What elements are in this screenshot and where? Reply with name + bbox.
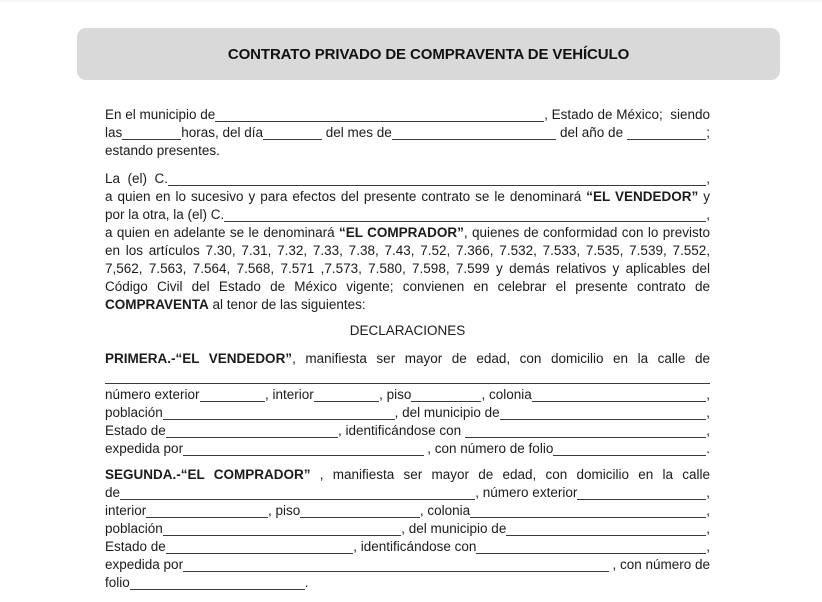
- text-segment: del mes de: [322, 125, 392, 140]
- text-segment: Código Civil del Estado de México vigente; convienen en celebrar el presente contrato de: [105, 279, 710, 294]
- text-segment: al tenor de las siguientes:: [208, 297, 366, 312]
- contract-line: [105, 350, 710, 368]
- fill-in-blank: [215, 106, 544, 122]
- text-segment: número exterior: [105, 387, 200, 402]
- fill-in-blank: [183, 556, 609, 572]
- text-segment: , colonia: [419, 503, 471, 518]
- contract-line: [105, 260, 710, 278]
- text-segment: a quien en adelante se le denominará: [105, 225, 339, 240]
- fill-in-blank: [553, 440, 706, 456]
- text-segment: , identificándose con: [338, 423, 465, 438]
- contract-line: [105, 574, 710, 592]
- text-segment: ,: [706, 387, 710, 402]
- text-segment: ,: [706, 405, 710, 420]
- text-segment: y: [698, 189, 710, 204]
- fill-in-blank: [183, 440, 423, 456]
- fill-in-blank: [314, 386, 379, 402]
- text-segment: en los artículos 7.30, 7.31, 7.32, 7.33, 7.38, 7.43, 7.52, 7.366, 7.532, 7.533, 7.535, 7.539, 7.552,: [105, 243, 710, 258]
- contract-line: [105, 440, 710, 458]
- contract-line: [105, 502, 710, 520]
- contract-line: [105, 106, 710, 124]
- text-segment: , número exterior: [475, 485, 578, 500]
- paragraph-segunda-comprador: [105, 466, 710, 592]
- text-segment: , del municipio de: [401, 521, 507, 536]
- text-segment: , piso: [379, 387, 412, 402]
- text-segment: Estado de: [105, 423, 166, 438]
- contract-line: [105, 242, 710, 260]
- text-segment: ,: [706, 503, 710, 518]
- text-segment: , quienes de conformidad con lo previsto: [463, 225, 710, 240]
- text-segment: expedida por: [105, 557, 184, 572]
- paragraph-opening: [105, 106, 710, 160]
- text-segment: , Estado de México; siendo: [544, 107, 710, 122]
- fill-in-blank: [627, 124, 706, 140]
- text-segment: SEGUNDA.-“EL COMPRADOR”: [105, 467, 311, 482]
- contract-line: [105, 170, 710, 188]
- text-segment: ,: [706, 539, 710, 554]
- text-segment: ,: [706, 485, 710, 500]
- contract-body: [105, 106, 710, 602]
- text-segment: por la otra, la (el) C.: [105, 207, 225, 222]
- text-segment: , con número de: [608, 557, 710, 572]
- text-segment: interior: [105, 503, 147, 518]
- text-segment: “EL COMPRADOR”: [339, 225, 464, 240]
- contract-line: [105, 538, 710, 556]
- fill-in-blank: [470, 502, 706, 518]
- fill-in-blank: [105, 368, 710, 384]
- contract-line: [105, 224, 710, 242]
- document-title: CONTRATO PRIVADO DE COMPRAVENTA DE VEHÍCULO: [227, 45, 630, 63]
- text-segment: En el municipio de: [105, 107, 216, 122]
- contract-line: [105, 556, 710, 574]
- text-segment: población: [105, 405, 163, 420]
- fill-in-blank: [224, 206, 706, 222]
- text-segment: , manifiesta ser mayor de edad, con domicilio en la calle: [310, 467, 710, 482]
- text-segment: 7,562, 7.563, 7.564, 7.568, 7.571 ,7.573, 7.580, 7.598, 7.599 y demás relativos y aplicables del: [105, 261, 710, 276]
- fill-in-blank: [122, 124, 181, 140]
- fill-in-blank: [532, 386, 706, 402]
- contract-line: [105, 188, 710, 206]
- text-segment: ,: [706, 521, 710, 536]
- paragraph-primera-vendedor: [105, 350, 710, 458]
- text-segment: expedida por: [105, 441, 184, 456]
- text-segment: del año de: [556, 125, 627, 140]
- fill-in-blank: [146, 502, 268, 518]
- contract-line: [105, 142, 710, 160]
- text-segment: horas, del día: [181, 125, 264, 140]
- contract-line: [105, 206, 710, 224]
- fill-in-blank: [166, 422, 338, 438]
- fill-in-blank: [163, 404, 395, 420]
- fill-in-blank: [300, 502, 420, 518]
- text-segment: “EL VENDEDOR”: [586, 189, 699, 204]
- text-segment: a quien en lo sucesivo y para efectos del presente contrato se le denominará: [105, 189, 587, 204]
- text-segment: las: [105, 125, 123, 140]
- contract-line: [105, 466, 710, 484]
- contract-line: [105, 124, 710, 142]
- text-segment: ,: [706, 171, 710, 186]
- text-segment: , con número de folio: [423, 441, 554, 456]
- text-segment: PRIMERA.-“EL VENDEDOR”: [105, 351, 293, 366]
- text-segment: Estado de: [105, 539, 166, 554]
- fill-in-blank: [263, 124, 322, 140]
- declarations-heading-block: [105, 322, 710, 340]
- contract-line: [105, 296, 710, 314]
- fill-in-blank: [163, 520, 401, 536]
- fill-in-blank: [120, 484, 475, 500]
- text-segment: COMPRAVENTA: [105, 297, 209, 312]
- text-segment: , identificándose con: [353, 539, 477, 554]
- contract-line: [105, 368, 710, 386]
- fill-in-blank: [168, 170, 706, 186]
- text-segment: La (el) C.: [105, 171, 169, 186]
- fill-in-blank: [500, 404, 707, 420]
- fill-in-blank: [130, 574, 305, 590]
- text-segment: .: [304, 575, 309, 590]
- text-segment: ,: [706, 423, 710, 438]
- fill-in-blank: [506, 520, 706, 536]
- fill-in-blank: [476, 538, 706, 554]
- paragraph-parties: [105, 170, 710, 314]
- text-segment: , del municipio de: [394, 405, 500, 420]
- document-title-bar: [77, 28, 780, 80]
- text-segment: , piso: [267, 503, 301, 518]
- contract-line: [105, 484, 710, 502]
- fill-in-blank: [392, 124, 556, 140]
- text-segment: población: [105, 521, 163, 536]
- contract-line: [105, 520, 710, 538]
- text-segment: , interior: [264, 387, 314, 402]
- contract-line: [105, 422, 710, 440]
- fill-in-blank: [465, 422, 706, 438]
- fill-in-blank: [200, 386, 265, 402]
- contract-line: [105, 404, 710, 422]
- fill-in-blank: [166, 538, 353, 554]
- contract-line: [105, 278, 710, 296]
- text-segment: folio: [105, 575, 130, 590]
- text-segment: .: [706, 441, 710, 456]
- text-segment: de: [105, 485, 121, 500]
- text-segment: ;: [706, 125, 710, 140]
- declarations-heading: DECLARACIONES: [349, 323, 466, 338]
- text-segment: ,: [706, 207, 710, 222]
- text-segment: , manifiesta ser mayor de edad, con domicilio en la calle de: [292, 351, 710, 366]
- text-segment: estando presentes.: [105, 143, 220, 158]
- fill-in-blank: [411, 386, 481, 402]
- contract-line: [105, 386, 710, 404]
- fill-in-blank: [577, 484, 706, 500]
- text-segment: , colonia: [481, 387, 532, 402]
